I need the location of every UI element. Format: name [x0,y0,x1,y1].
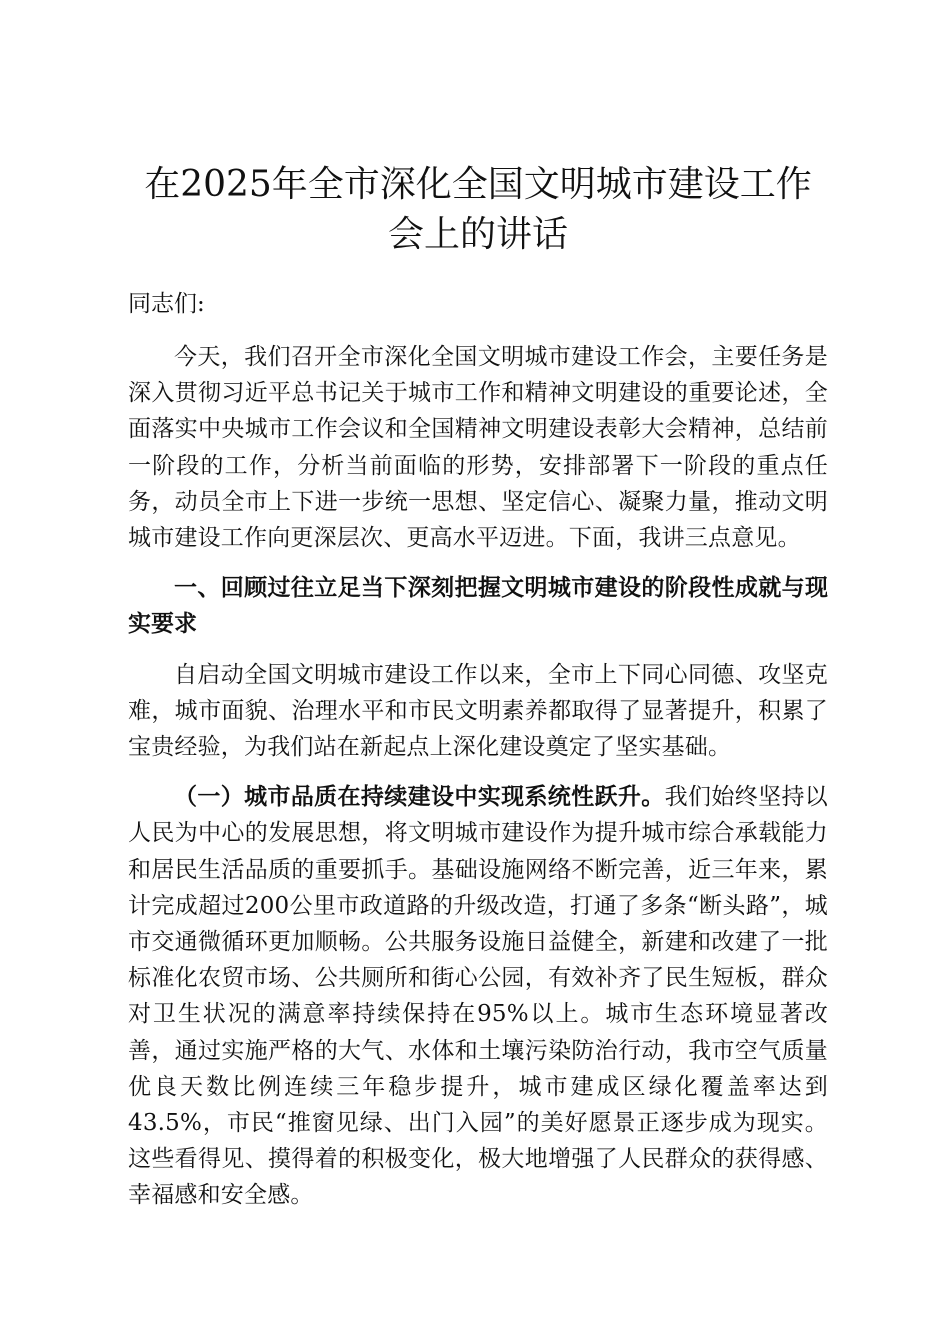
document-title: 在2025年全市深化全国文明城市建设工作会上的讲话 [144,164,812,255]
document-page [128,160,828,1228]
intro-paragraph: 今天，我们召开全市深化全国文明城市建设工作会，主要任务是深入贯彻习近平总书记关于城市工作和精神文明建设的重要论述，全面落实中央城市工作会议和全国精神文明建设表彰大会精神，总结前一阶段的工作，分析当前面临的形势，安排部署下一阶段的重点任务，动员全市上下进一步统一思想、坚定信心、凝聚力量，推动文明城市建设工作向更深层次、更高水平迈进。下面，我讲三点意见。 [128,344,828,552]
subsection-1-lead: （一）城市品质在持续建设中实现系统性跃升。 [174,783,665,811]
subsection-1-body: 我们始终坚持以人民为中心的发展思想，将文明城市建设作为提升城市综合承载能力和居民生活品质的重要抓手。基础设施网络不断完善，近三年来，累计完成超过200公里市政道路的升级改造，打通了多条“断头路”，城市交通微循环更加顺畅。公共服务设施日益健全，新建和改建了一批标准化农贸市场、公共厕所和街心公园，有效补齐了民生短板，群众对卫生状况的满意率持续保持在95%以上。城市生态环境显著改善，通过实施严格的大气、水体和土壤污染防治行动，我市空气质量优良天数比例连续三年稳步提升，城市建成区绿化覆盖率达到43.5%，市民“推窗见绿、出门入园”的美好愿景正逐步成为现实。这些看得见、摸得着的积极变化，极大地增强了人民群众的获得感、幸福感和安全感。 [128,784,829,1209]
section-1-paragraph: 自启动全国文明城市建设工作以来，全市上下同心同德、攻坚克难，城市面貌、治理水平和市民文明素养都取得了显著提升，积累了宝贵经验，为我们站在新起点上深化建设奠定了坚实基础。 [128,661,828,761]
section-1-heading: 一、回顾过往立足当下深刻把握文明城市建设的阶段性成就与现实要求 [128,574,828,638]
subsection-1-paragraph [128,779,828,1213]
salutation: 同志们: [128,291,205,317]
